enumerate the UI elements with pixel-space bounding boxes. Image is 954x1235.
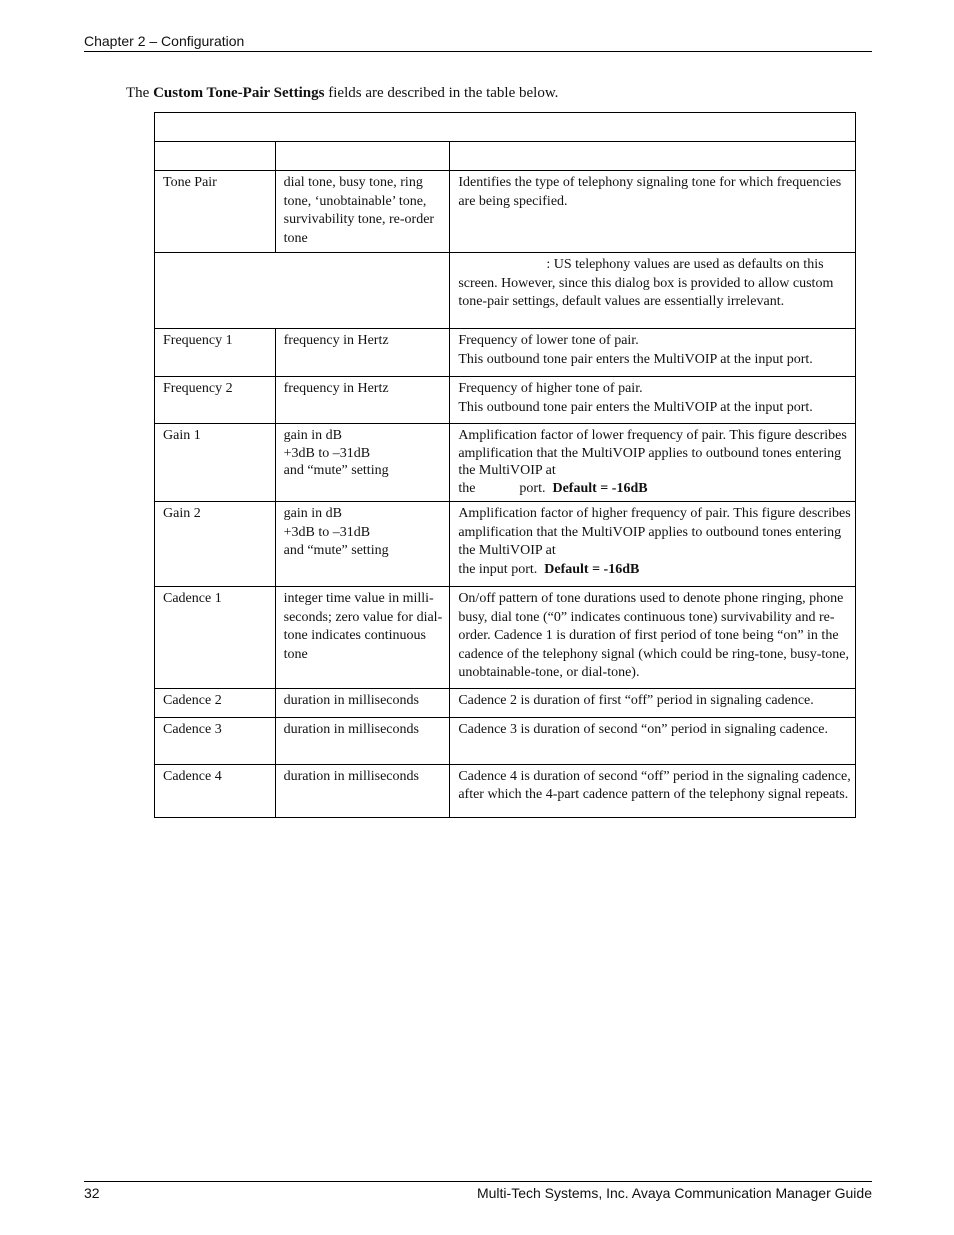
description-line <box>458 480 851 498</box>
table-title-row <box>155 113 856 142</box>
table-row <box>155 329 856 377</box>
description-line <box>458 561 851 580</box>
table-row <box>155 587 856 689</box>
description-cell <box>450 502 856 587</box>
table-row <box>155 765 856 818</box>
description-line: Frequency of lower tone of pair. <box>458 333 639 348</box>
description-text: Amplification factor of lower frequency of pair. This figure describes amplification that the MultiVOIP applies to outbound tones entering the MultiVOIP at <box>458 428 847 478</box>
table-header-row <box>155 142 856 171</box>
field-cell: Frequency 2 <box>155 377 276 424</box>
description-cell: Cadence 2 is duration of first “off” period in signaling cadence. <box>450 689 856 718</box>
page-number: 32 <box>84 1185 100 1201</box>
values-cell: frequency in Hertz <box>275 377 450 424</box>
values-cell <box>275 502 450 587</box>
values-cell: duration in milliseconds <box>275 689 450 718</box>
values-cell: dial tone, busy tone, ring tone, ‘unobtainable’ tone, survivability tone, re-order tone <box>275 171 450 253</box>
values-line: gain in dB <box>283 428 342 443</box>
port-text: the input port. <box>458 561 538 577</box>
description-line: Frequency of higher tone of pair. <box>458 381 643 396</box>
note-text: : US telephony values are used as defaults on this screen. However, since this dialog box is provided to allow custom tone-pair settings, default values are essentially irrelevant. <box>458 257 834 309</box>
intro-bold-term: Custom Tone-Pair Settings <box>153 85 325 101</box>
field-cell: Cadence 2 <box>155 689 276 718</box>
table-title-cell <box>155 113 856 142</box>
field-cell: Tone Pair <box>155 171 276 253</box>
values-cell: frequency in Hertz <box>275 329 450 377</box>
values-cell: duration in milliseconds <box>275 765 450 818</box>
chapter-title: Chapter 2 – Configuration <box>84 33 245 49</box>
field-cell: Cadence 4 <box>155 765 276 818</box>
guide-title: Multi-Tech Systems, Inc. Avaya Communication Manager Guide <box>476 1185 872 1201</box>
description-cell <box>450 424 856 502</box>
description-line: This outbound tone pair enters the MultiVOIP at the input port. <box>458 351 813 367</box>
intro-paragraph <box>126 85 558 102</box>
header-cell-field <box>155 142 276 171</box>
description-cell: Identifies the type of telephony signaling tone for which frequencies are being specified. <box>450 171 856 253</box>
tone-pair-settings-table <box>154 112 856 818</box>
table-row <box>155 718 856 765</box>
port-suffix: port. <box>519 480 546 496</box>
header-cell-values <box>275 142 450 171</box>
values-cell <box>275 424 450 502</box>
description-cell <box>450 329 856 377</box>
field-cell: Cadence 1 <box>155 587 276 689</box>
field-cell: Gain 2 <box>155 502 276 587</box>
note-cell <box>450 253 856 329</box>
port-prefix: the <box>458 480 476 496</box>
intro-suffix: fields are described in the table below. <box>324 85 559 101</box>
table-row <box>155 171 856 253</box>
table-row <box>155 377 856 424</box>
values-line: and “mute” setting <box>283 463 389 478</box>
description-cell: On/off pattern of tone durations used to denote phone ringing, phone busy, dial tone (“0” indicates continuous tone) survivability and re-order. Cadence 1 is duration of first period of tone being “on” in the cadence of the telephony signal (which could be ring-tone, busy-tone, unobtainable-tone, or dial-tone). <box>450 587 856 689</box>
table-row <box>155 502 856 587</box>
values-cell: duration in milliseconds <box>275 718 450 765</box>
values-line: +3dB to –31dB <box>283 445 371 461</box>
table-row <box>155 424 856 502</box>
intro-prefix: The <box>126 85 154 101</box>
header-cell-description <box>450 142 856 171</box>
description-cell: Cadence 3 is duration of second “on” period in signaling cadence. <box>450 718 856 765</box>
description-line: This outbound tone pair enters the MultiVOIP at the input port. <box>458 399 813 415</box>
values-line: +3dB to –31dB <box>283 524 371 540</box>
description-text: Amplification factor of higher frequency of pair. This figure describes amplification that the MultiVOIP applies to outbound tones entering the MultiVOIP at <box>458 506 851 558</box>
description-cell: Cadence 4 is duration of second “off” period in the signaling cadence, after which the 4-part cadence pattern of the telephony signal repeats. <box>450 765 856 818</box>
field-cell: Gain 1 <box>155 424 276 502</box>
table-row <box>155 689 856 718</box>
page-header <box>84 33 872 52</box>
note-empty-cell <box>155 253 450 329</box>
values-line: and “mute” setting <box>283 543 389 558</box>
default-value: Default = -16dB <box>552 480 648 496</box>
page-footer <box>84 1181 872 1201</box>
values-cell: integer time value in milli-seconds; zero value for dial-tone indicates continuous tone <box>275 587 450 689</box>
field-cell: Frequency 1 <box>155 329 276 377</box>
default-value: Default = -16dB <box>544 561 640 577</box>
description-cell <box>450 377 856 424</box>
field-cell: Cadence 3 <box>155 718 276 765</box>
values-line: gain in dB <box>283 506 342 521</box>
table-row-note <box>155 253 856 329</box>
